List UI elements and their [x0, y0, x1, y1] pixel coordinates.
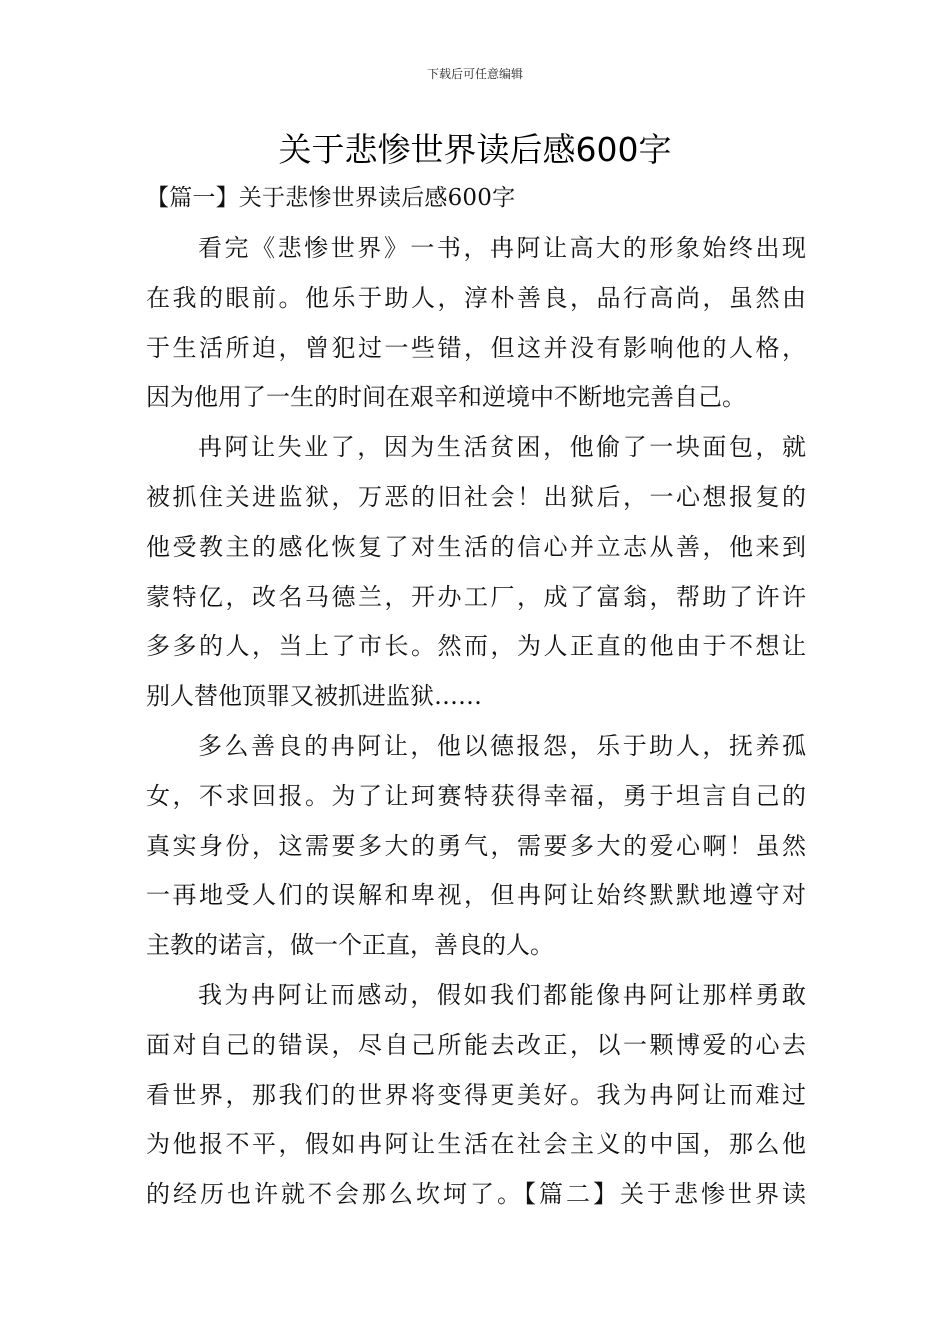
text-line: 真实身份，这需要多大的勇气，需要多大的爱心啊！虽然	[146, 831, 806, 860]
text-line: 为他报不平，假如冉阿让生活在社会主义的中国，那么他	[146, 1130, 806, 1159]
text-line: 于生活所迫，曾犯过一些错，但这并没有影响他的人格，	[146, 333, 806, 362]
text-line: 被抓住关进监狱，万恶的旧社会！出狱后，一心想报复的	[146, 482, 806, 511]
text-line: 的经历也许就不会那么坎坷了。【篇二】关于悲惨世界读	[146, 1180, 806, 1209]
paragraph-4	[146, 971, 806, 1220]
text-line: 他受教主的感化恢复了对生活的信心并立志从善，他来到	[146, 532, 806, 561]
text-line: 别人替他顶罪又被抓进监狱……	[146, 682, 482, 711]
section-heading: 【篇一】关于悲惨世界读后感600字	[146, 185, 516, 211]
text-line: 多多的人，当上了市长。然而，为人正直的他由于不想让	[146, 632, 806, 661]
paragraph-3	[146, 722, 806, 971]
text-line: 蒙特亿，改名马德兰，开办工厂，成了富翁，帮助了许许	[146, 582, 806, 611]
document-title: 关于悲惨世界读后感600字	[278, 130, 672, 169]
text-line: 看世界，那我们的世界将变得更美好。我为冉阿让而难过	[146, 1080, 806, 1109]
body-text	[146, 224, 806, 1220]
paragraph-2	[146, 423, 806, 722]
text-line: 一再地受人们的误解和卑视，但冉阿让始终默默地遵守对	[146, 881, 806, 910]
paragraph-1	[146, 224, 806, 423]
text-line: 看完《悲惨世界》一书，冉阿让高大的形象始终出现	[198, 234, 806, 262]
text-line: 女，不求回报。为了让珂赛特获得幸福，勇于坦言自己的	[146, 781, 806, 810]
text-line: 冉阿让失业了，因为生活贫困，他偷了一块面包，就	[198, 433, 806, 462]
text-line: 主教的诺言，做一个正直，善良的人。	[146, 931, 554, 960]
text-line: 多么善良的冉阿让，他以德报怨，乐于助人，抚养孤	[198, 731, 806, 760]
text-line: 面对自己的错误，尽自己所能去改正，以一颗博爱的心去	[146, 1030, 806, 1059]
text-line: 在我的眼前。他乐于助人，淳朴善良，品行高尚，虽然由	[146, 283, 806, 312]
text-line: 因为他用了一生的时间在艰辛和逆境中不断地完善自己。	[146, 383, 746, 412]
page-header-note: 下载后可任意编辑	[426, 67, 523, 81]
text-line: 我为冉阿让而感动，假如我们都能像冉阿让那样勇敢	[198, 980, 806, 1009]
